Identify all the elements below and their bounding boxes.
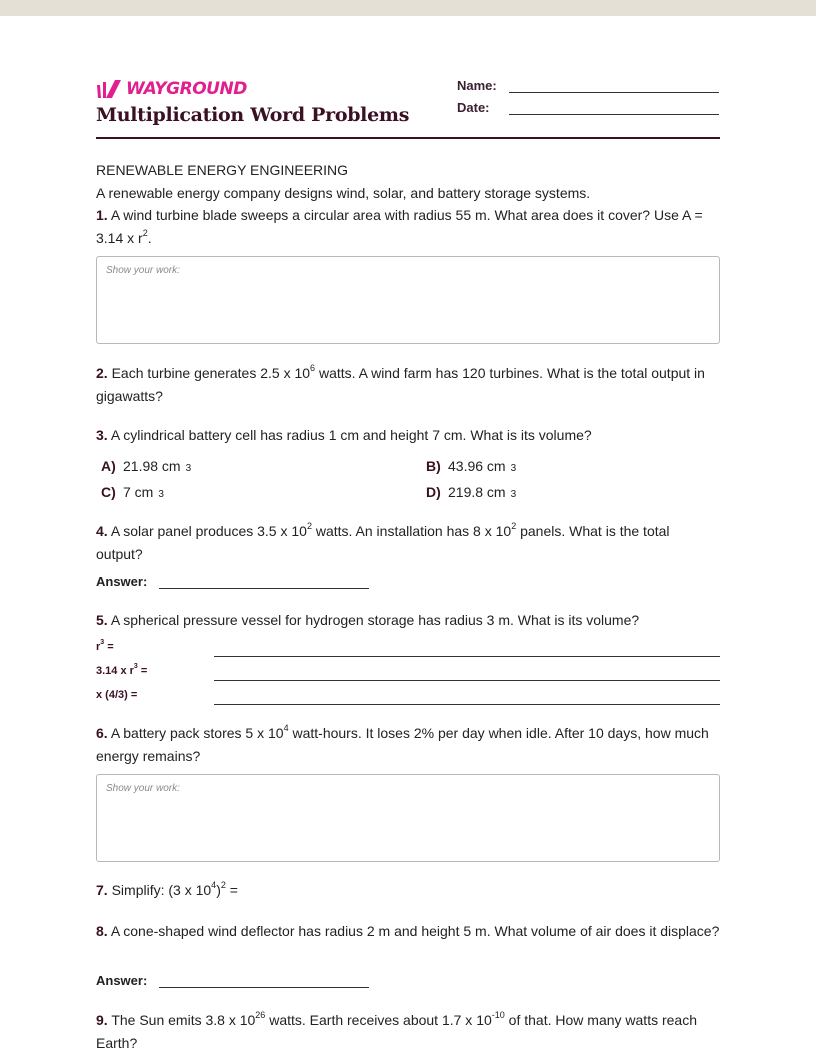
question-text-middle: )	[216, 882, 221, 898]
exponent: 2	[511, 521, 517, 532]
step-row-2	[96, 665, 720, 683]
option-letter: C)	[101, 484, 116, 500]
question-1	[96, 204, 720, 250]
step-answer-line[interactable]	[214, 680, 720, 681]
exponent: -10	[491, 1010, 505, 1021]
option-letter: D)	[426, 484, 441, 500]
question-text: A wind turbine blade sweeps a circular area with radius 55 m. What area does it cover? Use A = 3.14 x r	[96, 207, 703, 246]
option-value: 219.8 cm	[448, 484, 506, 500]
date-field	[457, 100, 719, 115]
date-label: Date:	[457, 100, 490, 115]
question-3	[96, 424, 720, 447]
question-number: 1.	[96, 207, 108, 223]
option-unit-exponent: 3	[510, 489, 517, 500]
question-text: A spherical pressure vessel for hydrogen storage has radius 3 m. What is its volume?	[110, 612, 640, 628]
answer-line[interactable]	[159, 576, 369, 589]
name-field	[457, 78, 719, 93]
question-text-end: =	[225, 882, 238, 898]
exponent: 2	[306, 521, 312, 532]
option-unit-exponent: 3	[510, 463, 517, 474]
question-number: 6.	[96, 725, 108, 741]
page-title: Multiplication Word Problems	[96, 104, 410, 126]
step-answer-line[interactable]	[214, 704, 720, 705]
question-text-middle: watts. An installation has 8 x 10	[311, 523, 512, 539]
worksheet-header	[96, 78, 720, 140]
option-value: 21.98 cm	[123, 458, 181, 474]
step-label: $r^3$ =	[96, 639, 114, 653]
question-number: 2.	[96, 365, 108, 381]
work-box-placeholder: Show your work:	[106, 783, 180, 794]
exponent: 2	[220, 880, 226, 891]
question-2	[96, 362, 720, 408]
brand-name: WAYGROUND	[126, 79, 247, 99]
section-heading: RENEWABLE ENERGY ENGINEERING	[96, 162, 349, 178]
question-text: A cylindrical battery cell has radius 1 cm and height 7 cm. What is its volume?	[110, 427, 592, 443]
question-number: 5.	[96, 612, 108, 628]
question-number: 3.	[96, 427, 108, 443]
question-text: Simplify: (3 x 10	[111, 882, 212, 898]
question-text-end: .	[147, 230, 152, 246]
question-text: The Sun emits 3.8 x 10	[111, 1012, 256, 1028]
answer-row-q8	[96, 973, 369, 988]
question-text-end: of that. How many watts reach Earth?	[96, 1012, 697, 1051]
question-text: Each turbine generates 2.5 x 10	[111, 365, 311, 381]
question-9	[96, 1009, 720, 1055]
question-text: A cone-shaped wind deflector has radius 2 m and height 5 m. What volume of air does it displace?	[110, 923, 720, 939]
question-number: 4.	[96, 523, 108, 539]
option-value: 43.96 cm	[448, 458, 506, 474]
option-d[interactable]	[426, 484, 516, 500]
question-number: 7.	[96, 882, 108, 898]
question-5	[96, 609, 720, 632]
option-a[interactable]	[101, 458, 191, 474]
question-4	[96, 520, 720, 566]
question-text-end: panels. What is the total output?	[96, 523, 670, 562]
exponent: 4	[283, 723, 289, 734]
work-box-q1[interactable]	[96, 256, 720, 344]
top-strip	[0, 0, 816, 16]
date-input-line[interactable]	[509, 101, 719, 115]
question-number: 9.	[96, 1012, 108, 1028]
option-unit-exponent: 3	[158, 489, 164, 500]
header-divider	[96, 137, 720, 139]
answer-row-q4	[96, 574, 369, 589]
question-8	[96, 920, 720, 943]
step-label: x (4/3) =	[96, 689, 138, 701]
step-row-1	[96, 641, 720, 659]
answer-line[interactable]	[159, 975, 369, 988]
exponent: 4	[211, 880, 217, 891]
brand-logo	[96, 78, 247, 100]
work-box-placeholder: Show your work:	[106, 265, 180, 276]
section-intro: A renewable energy company designs wind, solar, and battery storage systems.	[96, 185, 591, 201]
step-row-3	[96, 689, 720, 707]
question-text-end: watt-hours. It loses 2% per day when idle. After 10 days, how much energy remains?	[96, 725, 709, 764]
question-text-end: watts. A wind farm has 120 turbines. What is the total output in gigawatts?	[96, 365, 705, 404]
name-input-line[interactable]	[509, 79, 719, 93]
exponent: 6	[310, 363, 316, 374]
question-6	[96, 722, 720, 768]
answer-label: Answer:	[96, 574, 148, 589]
option-unit-exponent: 3	[185, 463, 192, 474]
option-value: 7 cm	[123, 484, 154, 500]
question-number: 8.	[96, 923, 108, 939]
step-answer-line[interactable]	[214, 656, 720, 657]
option-c[interactable]	[101, 484, 164, 500]
option-b[interactable]	[426, 458, 516, 474]
name-label: Name:	[457, 78, 497, 93]
work-box-q6[interactable]	[96, 774, 720, 862]
step-label: 3.14 x $r^3$ =	[96, 663, 148, 677]
option-letter: A)	[101, 458, 116, 474]
question-text-middle: watts. Earth receives about 1.7 x 10	[265, 1012, 492, 1028]
question-text: A battery pack stores 5 x 10	[110, 725, 284, 741]
exponent: 2	[142, 228, 148, 239]
question-text: A solar panel produces 3.5 x 10	[110, 523, 307, 539]
option-letter: B)	[426, 458, 441, 474]
wayground-logo-icon	[96, 79, 122, 99]
answer-label: Answer:	[96, 973, 148, 988]
question-7	[96, 879, 720, 902]
exponent: 26	[255, 1010, 266, 1021]
